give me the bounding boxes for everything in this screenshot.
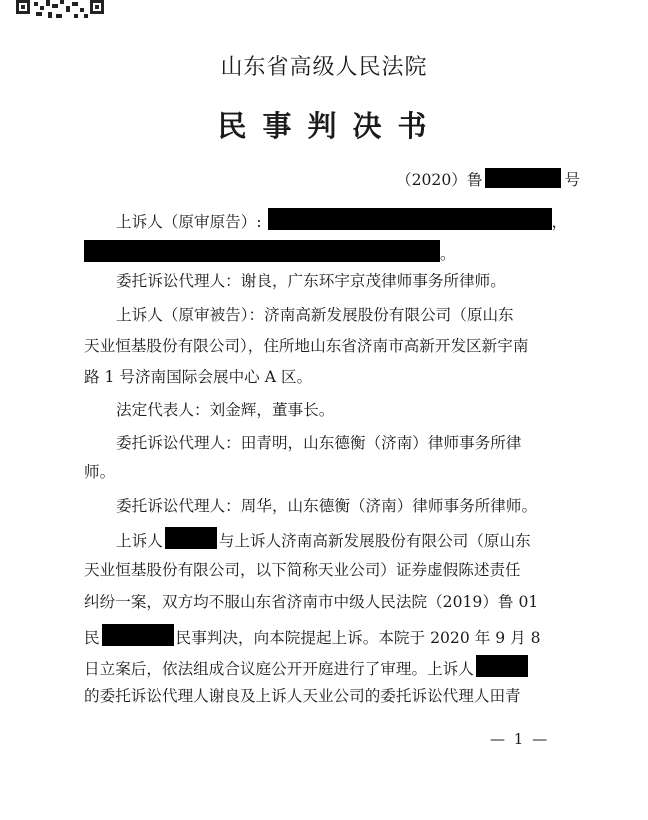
body-line-6: 的委托诉讼代理人谢良及上诉人天业公司的委托诉讼代理人田青 [84, 687, 521, 705]
appellant2-line-2: 天业恒基股份有限公司），住所地山东省济南市高新开发区新宇南 [84, 337, 529, 355]
appellant1-end: 。 [440, 245, 456, 263]
qr-code-image [16, 0, 104, 20]
body-line-1b: 与上诉人济南高新发展股份有限公司（原山东 [218, 532, 531, 550]
appellant2-line-3: 路 1 号济南国际会展中心 A 区。 [84, 368, 313, 386]
body-line-4 [84, 624, 541, 648]
redaction-bar [84, 240, 440, 262]
redaction-bar [476, 655, 528, 677]
agent1-line: 委托诉讼代理人：谢良，广东环宇京茂律师事务所律师。 [116, 272, 506, 290]
redaction-bar [102, 624, 174, 646]
page-number: — 1 — [490, 730, 550, 748]
appellant2-line-1: 上诉人（原审被告）：济南高新发展股份有限公司（原山东 [116, 306, 514, 324]
appellant1-comma: ， [551, 213, 568, 231]
body-line-3: 纠纷一案，双方均不服山东省济南市中级人民法院（2019）鲁 01 [84, 593, 539, 611]
agent2-line-2: 师。 [84, 463, 116, 481]
body-line-5a: 日立案后，依法组成合议庭公开开庭进行了审理。上诉人 [84, 660, 474, 678]
court-name: 山东省高级人民法院 [220, 55, 428, 80]
case-number-suffix: 号 [564, 171, 581, 189]
body-line-2: 天业恒基股份有限公司，以下简称天业公司）证券虚假陈述责任 [84, 561, 521, 579]
body-line-1a: 上诉人 [116, 532, 163, 550]
appellant1-line [116, 208, 567, 232]
body-line-4b: 民事判决，向本院提起上诉。本院于 2020 年 9 月 8 [175, 629, 541, 647]
appellant1-address-line [84, 240, 456, 264]
body-line-5 [84, 655, 528, 679]
legal-rep-line: 法定代表人：刘金辉，董事长。 [116, 401, 335, 419]
case-number [396, 168, 580, 190]
appellant1-label: 上诉人（原审原告）: [116, 213, 262, 231]
redaction-bar [485, 168, 561, 188]
redaction-bar [268, 208, 552, 230]
body-line-1 [116, 527, 531, 551]
case-number-prefix: （2020）鲁 [396, 171, 483, 189]
redaction-bar [165, 527, 217, 549]
document-title: 民事判决书 [217, 109, 443, 143]
agent3-line: 委托诉讼代理人：周华，山东德衡（济南）律师事务所律师。 [116, 497, 538, 515]
agent2-line-1: 委托诉讼代理人：田青明，山东德衡（济南）律师事务所律 [116, 434, 522, 452]
body-line-4a: 民 [84, 629, 100, 647]
